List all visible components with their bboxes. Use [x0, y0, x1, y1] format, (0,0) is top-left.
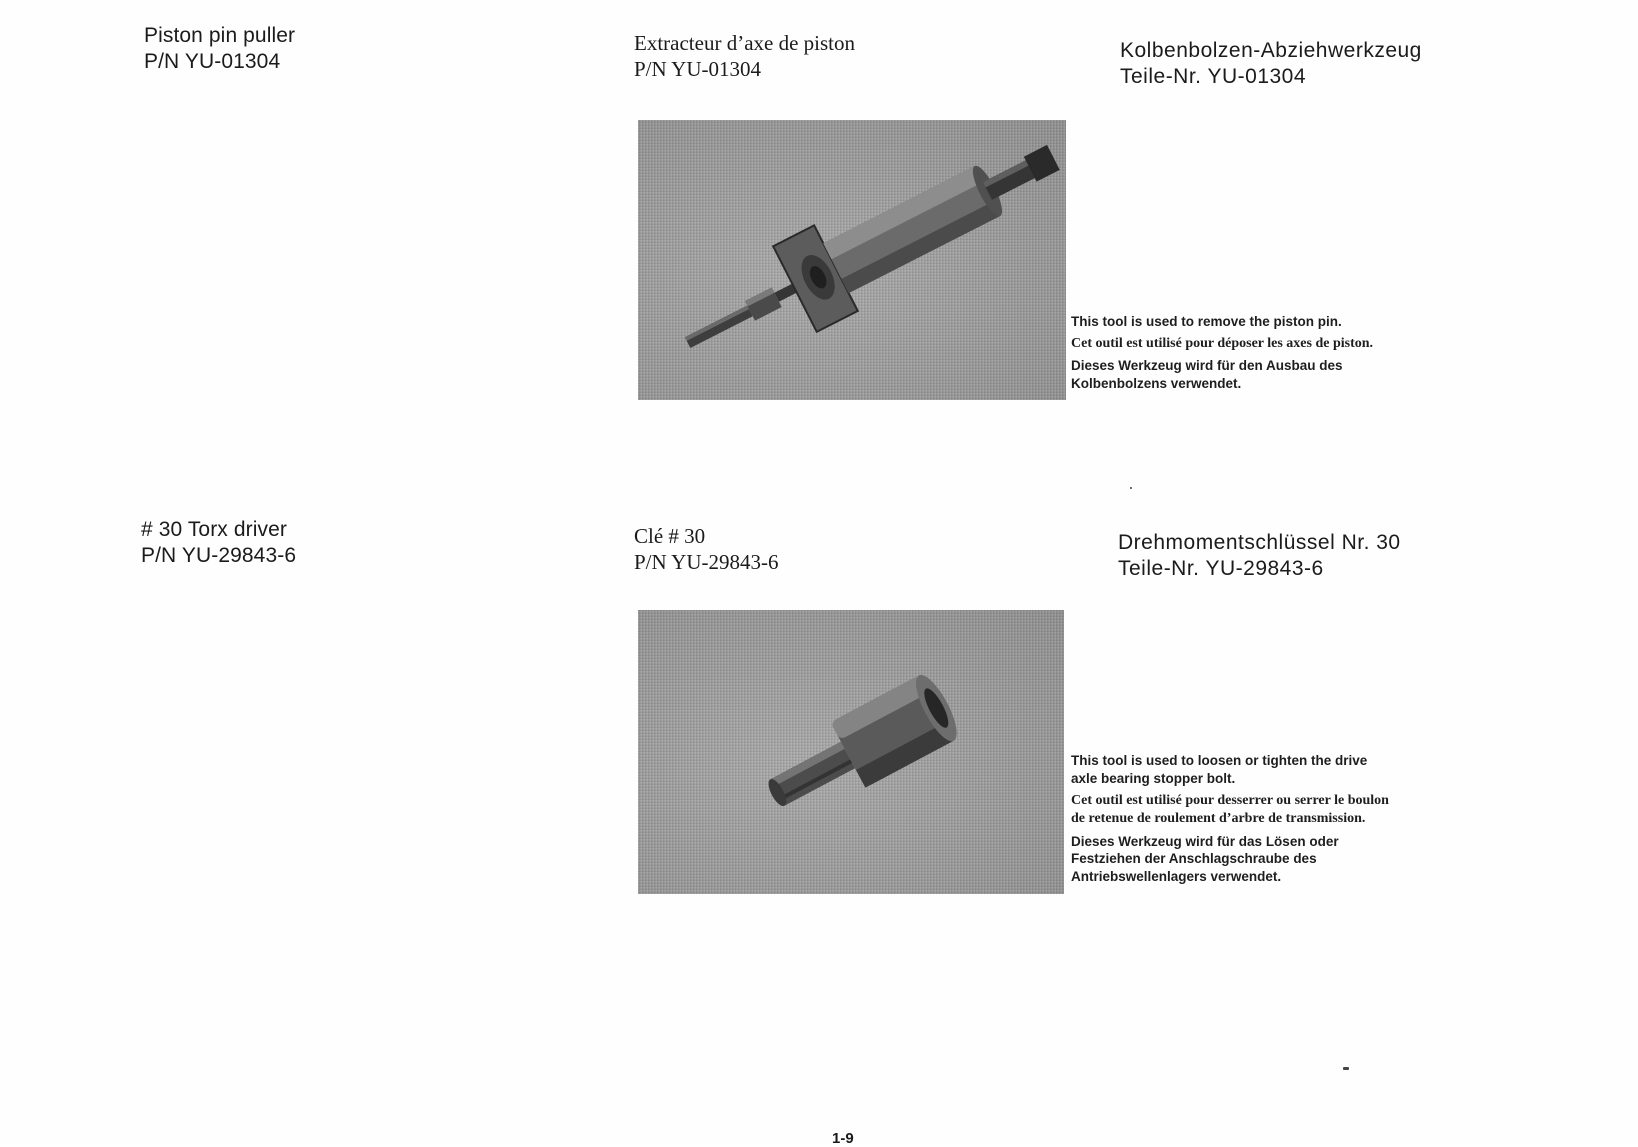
tool1-description-french: Cet outil est utilisé pour déposer les axes de piston.: [1071, 335, 1374, 351]
piston-pin-puller-illustration: [638, 120, 1066, 400]
tool1-description-english: This tool is used to remove the piston pin.: [1071, 314, 1342, 329]
tool1-german-heading: [1120, 38, 1422, 89]
tool2-french-name: Clé # 30: [634, 524, 706, 548]
tool1-description-german: Dieses Werkzeug wird für den Ausbau des Kolbenbolzens verwendet.: [1071, 358, 1343, 392]
piston-pin-puller-photo: [638, 120, 1066, 400]
tool1-french-part-number: P/N YU-01304: [634, 56, 761, 81]
tool2-description: [1071, 752, 1391, 890]
tool1-english-name: Piston pin puller: [144, 24, 296, 47]
tool2-description-german: Dieses Werkzeug wird für das Lösen oder Festziehen der Anschlagschraube des Antriebswellenlagers verwendet.: [1071, 833, 1339, 885]
tool2-german-heading: [1118, 530, 1401, 581]
scan-speck: [1130, 487, 1132, 489]
tool2-french-part-number: P/N YU-29843-6: [634, 549, 779, 574]
tool2-english-name: # 30 Torx driver: [141, 518, 287, 541]
page-number: 1-9: [832, 1130, 854, 1147]
tool1-german-part-number: Teile-Nr. YU-01304: [1120, 64, 1307, 88]
torx-driver-illustration: [638, 610, 1064, 894]
tool2-description-english: This tool is used to loosen or tighten the drive axle bearing stopper bolt.: [1071, 753, 1368, 786]
tool2-german-name: Drehmomentschlüssel Nr. 30: [1118, 531, 1401, 554]
tool1-french-heading: [634, 31, 855, 82]
tool1-german-name: Kolbenbolzen-Abziehwerkzeug: [1120, 39, 1422, 62]
tool2-french-heading: [634, 524, 778, 575]
tool1-french-name: Extracteur d’axe de piston: [634, 31, 855, 55]
tool2-english-heading: [141, 517, 296, 568]
tool2-english-part-number: P/N YU-29843-6: [141, 543, 297, 567]
tool1-english-part-number: P/N YU-01304: [144, 49, 281, 73]
torx-driver-photo: [638, 610, 1064, 894]
scan-speck: [1343, 1067, 1349, 1070]
tool2-description-french: Cet outil est utilisé pour desserrer ou serrer le boulon de retenue de roulement d’arbre de transmission.: [1071, 792, 1389, 827]
tool1-description: [1071, 313, 1391, 397]
tool2-german-part-number: Teile-Nr. YU-29843-6: [1118, 556, 1324, 580]
tool1-english-heading: [144, 23, 295, 74]
